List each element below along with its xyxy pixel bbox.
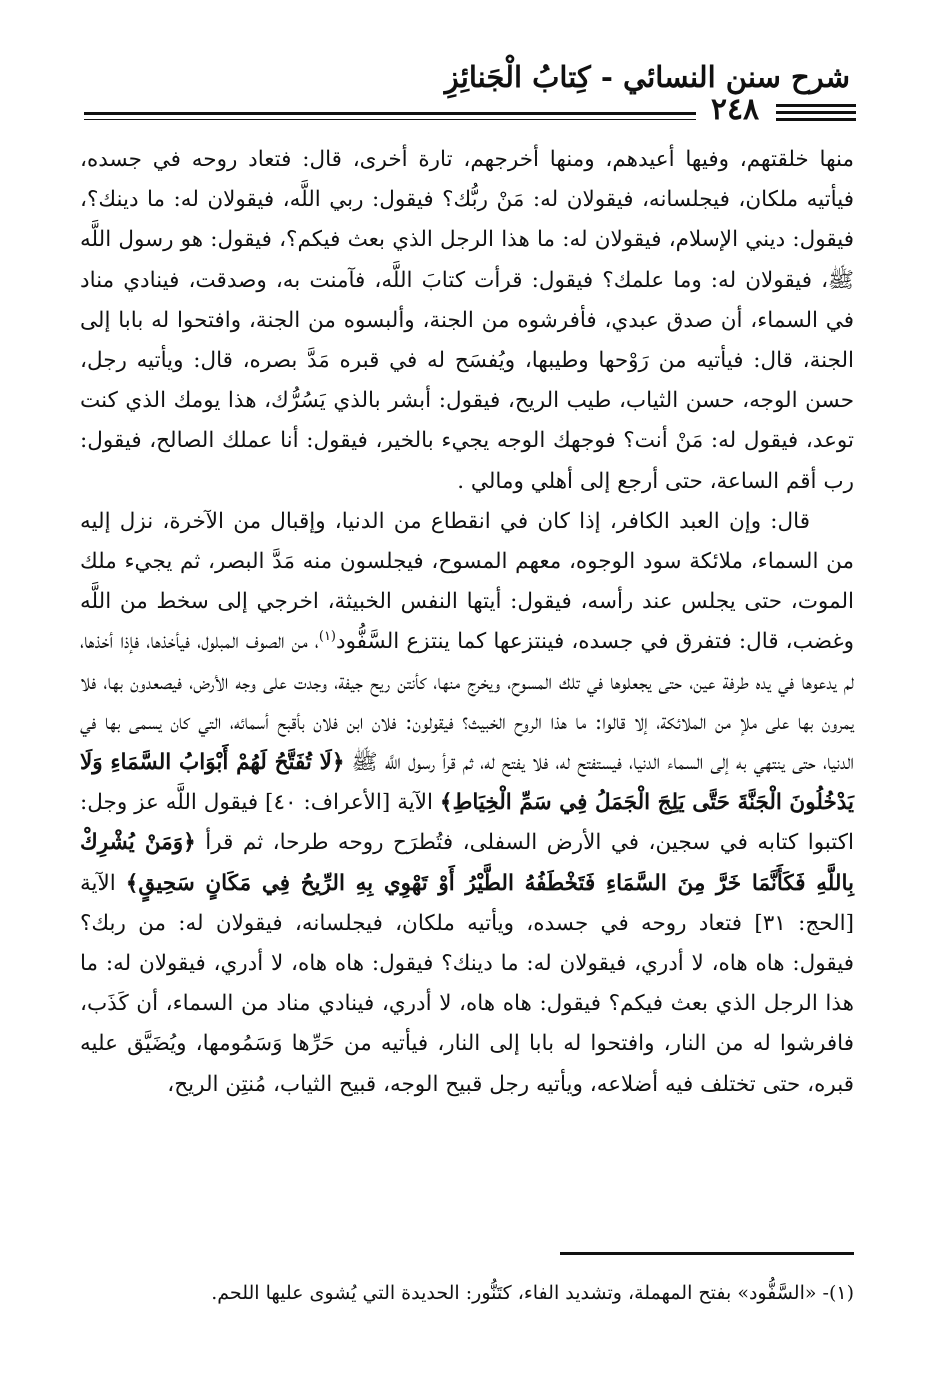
quran-verse-araf-40: ﴿لَا تُفَتَّحُ لَهُمْ أَبْوَابُ السَّمَاءِ وَلَا يَدْخُلُونَ الْجَنَّةَ حَتَّى يَلِجَ الْجَمَلُ فِي سَمِّ الْخِيَاطِ﴾ — [80, 750, 854, 816]
page-number-rule — [776, 111, 856, 114]
page-number-rule — [776, 104, 856, 107]
footnote-rule — [560, 1252, 854, 1255]
paragraph-2-text-a: قال: وإن العبد الكافر، إذا كان في انقطاع من الدنيا، وإقبال من الآخرة، نزل إليه من السماء، ملائكة سود الوجوه، معهم المسوح، فيجلسون منه مَدَّ البصر، ثم يجيء ملك الموت، حتى يجلس عند رأسه، فيقول: أيتها النفس الخبيثة، اخرجي إلى سخط من اللَّه وغضب، قال: فتفرق في جسده، فينتزعها كما ينتزع السَّفُّود — [80, 508, 854, 655]
paragraph-1-text: منها خلقتهم، وفيها أعيدهم، ومنها أخرجهم، تارة أخرى، قال: فتعاد روحه في جسده، فيأتيه ملكان، فيجلسانه، فيقولان له: مَنْ ربُّك؟ فيقول: ربي اللَّه، فيقولان له: ما دينك؟، فيقول: ديني الإسلام، فيقولان له: ما هذا الرجل الذي بعث فيكم؟، فيقول: هو رسول اللَّه ﷺ، فيقولان له: وما علمك؟ فيقول: قرأت كتابَ اللَّه، فآمنت به، وصدقت، فينادي مناد في السماء، أن صدق عبدي، فأفرشوه من الجنة، وألبسوه من الجنة، وافتحوا له بابا إلى الجنة، قال: فيأتيه من رَوْحها وطيبها، ويُفسَح له في قبره مَدَّ بصره، قال: ويأتيه رجل، حسن الوجه، حسن الثياب، طيب الريح، فيقول: أبشر بالذي يَسُرُّك، هذا يومك الذي كنت توعد، فيقول له: مَنْ أنت؟ فوجهك الوجه يجيء بالخير، فيقول: أنا عملك الصالح، فيقول: رب أقم الساعة، حتى أرجع إلى أهلي ومالي . — [80, 147, 854, 494]
paragraph-2-text-b: ، من الصوف المبلول، فيأخذها، فإذا أخذها، لم يدعوها في يده طرفة عين، حتى يجعلوها في تلك المسوح، ويخرج منها، كأنتن ريح جيفة، وجدت على وجه الأرض، فيصعدون بها، فلا يمرون بها على ملإ من الملائكة، إلا قالوا: ما هذا الروح الخبيث؟ فيقولون: فلان ابن فلان بأقبح أسمائه، التي كان يسمى بها في الدنيا، حتى ينتهي به إلى السماء الدنيا، فيستفتح له، فلا يفتح له، ثم قرأ رسول اللَّه ﷺ — [80, 629, 855, 776]
header-rule-thick — [84, 112, 696, 115]
running-title: شرح سنن النسائي - كِتابُ الْجَنائِزِ — [444, 60, 850, 94]
page-number-rule — [776, 118, 856, 121]
paragraph-2-text-d: الآية [الحج: ٣١] فتعاد روحه في جسده، ويأتيه ملكان، فيجلسانه، فيقولان له: من ربك؟ فيقول: هاه هاه، لا أدري، فيقولان له: ما دينك؟ فيقول: هاه هاه، لا أدري، فيقولان له: ما هذا الرجل الذي بعث فيكم؟ فيقول: هاه هاه، لا أدري، فينادي مناد من السماء، أن كَذَب، فافرشوا له من النار، وافتحوا له بابا إلى النار، فيأتيه من حَرِّها وَسَمُومها، ويُضَيَّق عليه قبره، حتى تختلف فيه أضلاعه، ويأتيه رجل قبيح الوجه، قبيح الثياب، مُنتِن الريح، — [80, 870, 854, 1097]
page-number: ٢٤٨ — [710, 92, 760, 127]
main-text — [80, 140, 854, 1105]
header-rule-thin — [84, 119, 696, 120]
paragraph-2-text-c: الآية [الأعراف: ٤٠] فيقول اللَّه عز وجل: اكتبوا كتابه في سجين، في الأرض السفلى، فتُطرَح روحه طرحا، ثم قرأ — [80, 790, 854, 856]
paragraph-2 — [80, 502, 854, 1105]
footnote-ref[interactable]: (١) — [318, 629, 336, 645]
quran-verse-hajj-31: ﴿وَمَنْ يُشْرِكْ بِاللَّهِ فَكَأَنَّمَا خَرَّ مِنَ السَّمَاءِ فَتَخْطَفُهُ الطَّيْرُ أَوْ تَهْوِي بِهِ الرِّيحُ فِي مَكَانٍ سَحِيقٍ﴾ — [80, 830, 854, 896]
paragraph-1 — [80, 140, 854, 502]
footnote: (١)- «السَّفُّود» بفتح المهملة، وتشديد الفاء، كتَنُّور: الحديدة التي يُشوى عليها اللحم. — [211, 1282, 854, 1304]
